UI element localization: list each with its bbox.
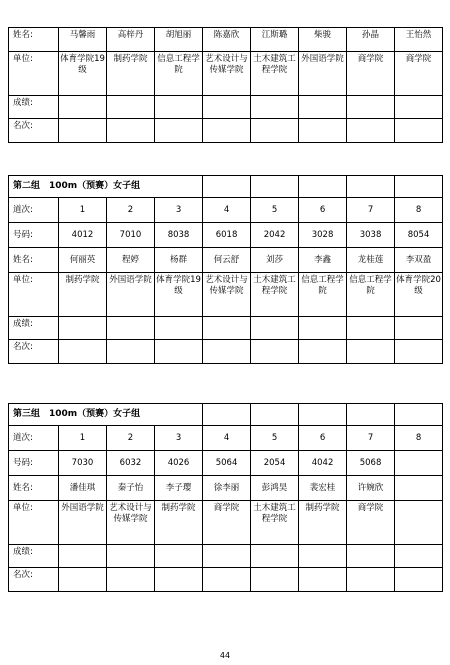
athlete-name: 胡旭丽 [155, 28, 203, 52]
athlete-name: 李鑫 [299, 248, 347, 273]
score-cell[interactable] [395, 317, 443, 340]
blank-cell [347, 404, 395, 426]
rank-row [9, 340, 443, 364]
athlete-unit: 艺术设计与传媒学院 [107, 501, 155, 545]
score-cell[interactable] [59, 545, 107, 568]
athlete-unit: 商学院 [347, 501, 395, 545]
score-row [9, 545, 443, 568]
athlete-name: 马馨雨 [59, 28, 107, 52]
group2-table [8, 175, 443, 364]
athlete-name: 江斯璐 [251, 28, 299, 52]
title-row [9, 176, 443, 198]
group1-table [8, 27, 443, 143]
rank-cell[interactable] [251, 568, 299, 592]
athlete-unit: 信息工程学院 [299, 273, 347, 317]
athlete-name: 龙桂莲 [347, 248, 395, 273]
rank-label: 名次: [9, 568, 59, 592]
blank-cell [395, 176, 443, 198]
athlete-name: 程婷 [107, 248, 155, 273]
score-cell[interactable] [155, 317, 203, 340]
athlete-unit: 土木建筑工程学院 [251, 501, 299, 545]
score-cell[interactable] [203, 96, 251, 119]
unit-row [9, 52, 443, 96]
bib-number: 6018 [203, 223, 251, 248]
bib-number: 3028 [299, 223, 347, 248]
blank-cell [395, 404, 443, 426]
bib-number: 5064 [203, 451, 251, 476]
rank-label: 名次: [9, 340, 59, 364]
score-row [9, 96, 443, 119]
score-cell[interactable] [299, 317, 347, 340]
name-row [9, 28, 443, 52]
lane-number: 7 [347, 198, 395, 223]
score-cell[interactable] [395, 96, 443, 119]
name-label: 姓名: [9, 248, 59, 273]
athlete-unit: 制药学院 [155, 501, 203, 545]
number-label: 号码: [9, 223, 59, 248]
lane-number: 8 [395, 198, 443, 223]
lane-number: 7 [347, 426, 395, 451]
athlete-unit: 信息工程学院 [155, 52, 203, 96]
athlete-name: 王怡然 [395, 28, 443, 52]
athlete-name: 徐李丽 [203, 476, 251, 501]
score-cell[interactable] [299, 545, 347, 568]
bib-number: 8054 [395, 223, 443, 248]
athlete-unit [395, 501, 443, 545]
rank-cell[interactable] [251, 119, 299, 143]
rank-label: 名次: [9, 119, 59, 143]
bib-number: 4026 [155, 451, 203, 476]
athlete-name: 何云舒 [203, 248, 251, 273]
score-cell[interactable] [347, 317, 395, 340]
score-cell[interactable] [59, 96, 107, 119]
athlete-unit: 体育学院19级 [59, 52, 107, 96]
score-cell[interactable] [107, 96, 155, 119]
athlete-name: 潘佳琪 [59, 476, 107, 501]
name-row [9, 248, 443, 273]
bib-number: 7030 [59, 451, 107, 476]
group3-table [8, 403, 443, 592]
blank-cell [347, 176, 395, 198]
rank-cell[interactable] [155, 568, 203, 592]
athlete-name [395, 476, 443, 501]
group-title: 第二组 100m（预赛）女子组 [9, 176, 203, 198]
athlete-unit: 外国语学院 [299, 52, 347, 96]
lane-number: 8 [395, 426, 443, 451]
lane-label: 道次: [9, 426, 59, 451]
athlete-unit: 商学院 [203, 501, 251, 545]
rank-cell[interactable] [299, 340, 347, 364]
bib-number: 8038 [155, 223, 203, 248]
athlete-name: 许婉欣 [347, 476, 395, 501]
athlete-unit: 土木建筑工程学院 [251, 52, 299, 96]
bib-number: 4042 [299, 451, 347, 476]
lane-number: 4 [203, 198, 251, 223]
name-row [9, 476, 443, 501]
lane-row [9, 426, 443, 451]
number-row [9, 451, 443, 476]
athlete-unit: 商学院 [395, 52, 443, 96]
score-cell[interactable] [203, 317, 251, 340]
rank-cell[interactable] [107, 119, 155, 143]
athlete-name: 杨群 [155, 248, 203, 273]
athlete-unit: 外国语学院 [59, 501, 107, 545]
score-cell[interactable] [395, 545, 443, 568]
blank-cell [203, 176, 251, 198]
score-cell[interactable] [251, 96, 299, 119]
score-cell[interactable] [347, 545, 395, 568]
athlete-name: 孙晶 [347, 28, 395, 52]
athlete-name: 高梓丹 [107, 28, 155, 52]
bib-number: 3038 [347, 223, 395, 248]
athlete-unit: 外国语学院 [107, 273, 155, 317]
lane-number: 3 [155, 198, 203, 223]
athlete-unit: 艺术设计与传媒学院 [203, 52, 251, 96]
score-cell[interactable] [251, 317, 299, 340]
score-cell[interactable] [251, 545, 299, 568]
lane-number: 1 [59, 198, 107, 223]
title-row [9, 404, 443, 426]
athlete-unit: 商学院 [347, 52, 395, 96]
rank-cell[interactable] [299, 119, 347, 143]
lane-number: 1 [59, 426, 107, 451]
athlete-unit: 土木建筑工程学院 [251, 273, 299, 317]
athlete-name: 裴宏桂 [299, 476, 347, 501]
lane-label: 道次: [9, 198, 59, 223]
rank-cell[interactable] [59, 340, 107, 364]
lane-number: 3 [155, 426, 203, 451]
athlete-name: 刘莎 [251, 248, 299, 273]
group-title: 第三组 100m（预赛）女子组 [9, 404, 203, 426]
rank-cell[interactable] [203, 119, 251, 143]
rank-cell[interactable] [347, 568, 395, 592]
rank-cell[interactable] [155, 119, 203, 143]
score-label: 成绩: [9, 317, 59, 340]
score-cell[interactable] [155, 545, 203, 568]
lane-number: 4 [203, 426, 251, 451]
score-cell[interactable] [107, 317, 155, 340]
number-row [9, 223, 443, 248]
athlete-name: 柴骏 [299, 28, 347, 52]
rank-cell[interactable] [395, 568, 443, 592]
score-cell[interactable] [347, 96, 395, 119]
athlete-name: 何丽英 [59, 248, 107, 273]
blank-cell [251, 176, 299, 198]
athlete-name: 彭鸿昊 [251, 476, 299, 501]
rank-cell[interactable] [251, 340, 299, 364]
lane-number: 2 [107, 198, 155, 223]
bib-number: 4012 [59, 223, 107, 248]
rank-cell[interactable] [203, 340, 251, 364]
athlete-unit: 体育学院20级 [395, 273, 443, 317]
athlete-name: 李子璎 [155, 476, 203, 501]
lane-number: 5 [251, 198, 299, 223]
name-label: 姓名: [9, 28, 59, 52]
number-label: 号码: [9, 451, 59, 476]
rank-cell[interactable] [299, 568, 347, 592]
score-label: 成绩: [9, 545, 59, 568]
lane-number: 2 [107, 426, 155, 451]
rank-row [9, 119, 443, 143]
athlete-name: 秦子怡 [107, 476, 155, 501]
rank-cell[interactable] [59, 568, 107, 592]
athlete-unit: 制药学院 [59, 273, 107, 317]
rank-cell[interactable] [155, 340, 203, 364]
unit-row [9, 501, 443, 545]
score-cell[interactable] [155, 96, 203, 119]
score-cell[interactable] [203, 545, 251, 568]
score-cell[interactable] [299, 96, 347, 119]
blank-cell [203, 404, 251, 426]
rank-cell[interactable] [107, 568, 155, 592]
bib-number: 2042 [251, 223, 299, 248]
score-row [9, 317, 443, 340]
bib-number: 2054 [251, 451, 299, 476]
blank-cell [299, 404, 347, 426]
athlete-unit: 体育学院19级 [155, 273, 203, 317]
score-cell[interactable] [107, 545, 155, 568]
rank-cell[interactable] [107, 340, 155, 364]
score-cell[interactable] [59, 317, 107, 340]
rank-cell[interactable] [59, 119, 107, 143]
unit-label: 单位: [9, 52, 59, 96]
page-number: 44 [219, 651, 231, 660]
unit-label: 单位: [9, 273, 59, 317]
rank-cell[interactable] [395, 119, 443, 143]
athlete-unit: 艺术设计与传媒学院 [203, 273, 251, 317]
blank-cell [299, 176, 347, 198]
lane-row [9, 198, 443, 223]
rank-cell[interactable] [347, 340, 395, 364]
lane-number: 6 [299, 198, 347, 223]
athlete-name: 李双盈 [395, 248, 443, 273]
score-label: 成绩: [9, 96, 59, 119]
rank-cell[interactable] [347, 119, 395, 143]
rank-row [9, 568, 443, 592]
name-label: 姓名: [9, 476, 59, 501]
bib-number: 6032 [107, 451, 155, 476]
rank-cell[interactable] [203, 568, 251, 592]
lane-number: 6 [299, 426, 347, 451]
bib-number: 5068 [347, 451, 395, 476]
bib-number: 7010 [107, 223, 155, 248]
athlete-unit: 信息工程学院 [347, 273, 395, 317]
blank-cell [251, 404, 299, 426]
unit-row [9, 273, 443, 317]
athlete-unit: 制药学院 [107, 52, 155, 96]
lane-number: 5 [251, 426, 299, 451]
athlete-unit: 制药学院 [299, 501, 347, 545]
rank-cell[interactable] [395, 340, 443, 364]
athlete-name: 陈嘉欣 [203, 28, 251, 52]
unit-label: 单位: [9, 501, 59, 545]
bib-number [395, 451, 443, 476]
